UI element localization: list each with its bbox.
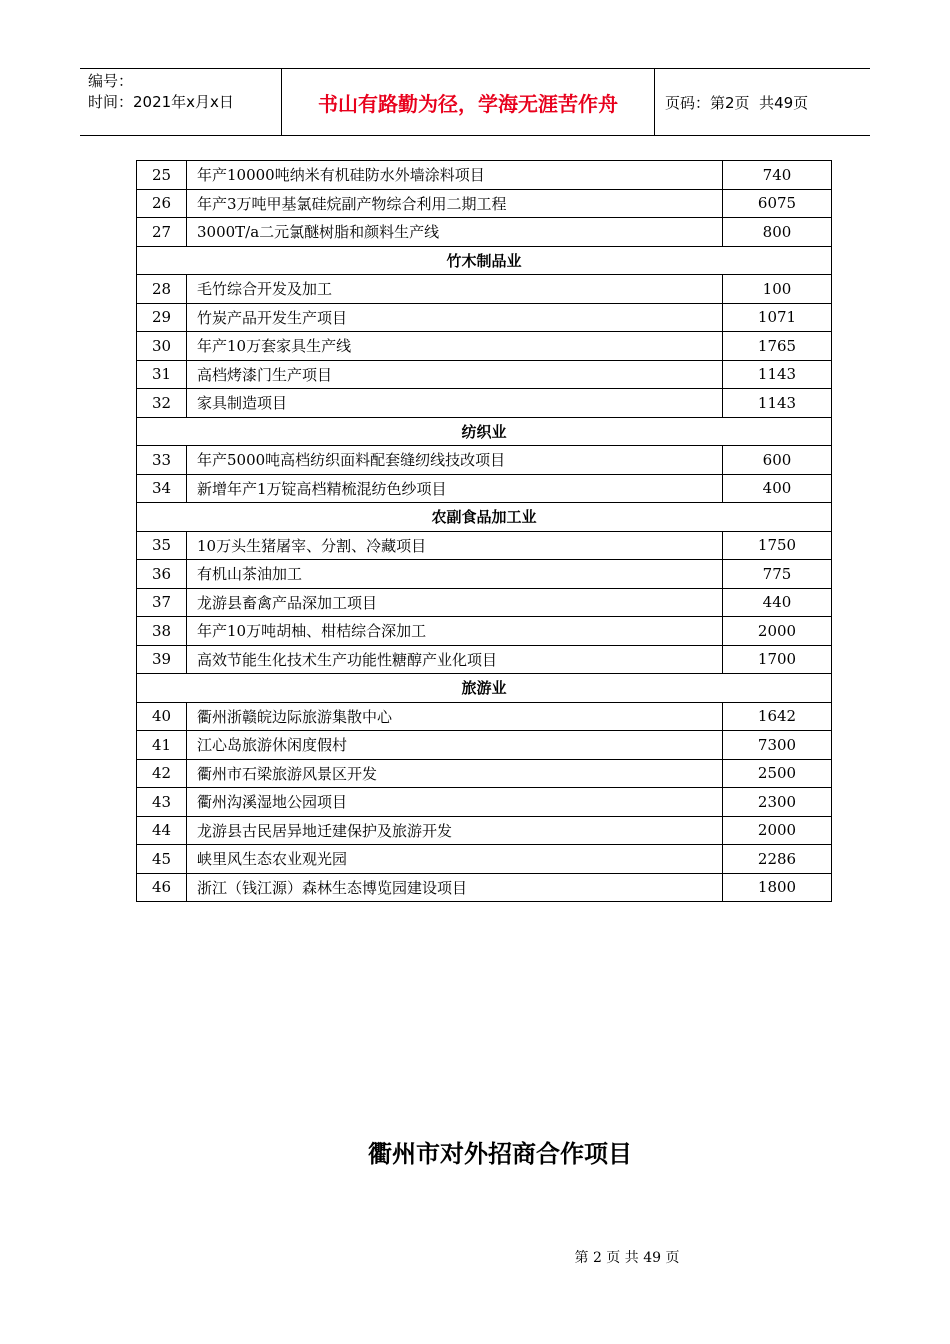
project-name: 龙游县古民居异地迁建保护及旅游开发 — [187, 816, 723, 845]
table-row — [137, 645, 832, 674]
project-number: 37 — [137, 588, 187, 617]
project-value: 2286 — [723, 845, 832, 874]
project-number: 29 — [137, 303, 187, 332]
project-number: 30 — [137, 332, 187, 361]
project-name: 家具制造项目 — [187, 389, 723, 418]
project-name: 江心岛旅游休闲度假村 — [187, 731, 723, 760]
category-row — [137, 674, 832, 703]
project-value: 1642 — [723, 702, 832, 731]
table-row — [137, 816, 832, 845]
project-number: 46 — [137, 873, 187, 902]
table-row — [137, 588, 832, 617]
table-row — [137, 474, 832, 503]
project-name: 10万头生猪屠宰、分割、冷藏项目 — [187, 531, 723, 560]
project-value: 1143 — [723, 389, 832, 418]
project-value: 800 — [723, 218, 832, 247]
project-name: 峡里风生态农业观光园 — [187, 845, 723, 874]
table-row — [137, 759, 832, 788]
project-value: 6075 — [723, 189, 832, 218]
project-name: 衢州沟溪湿地公园项目 — [187, 788, 723, 817]
table-row — [137, 788, 832, 817]
table-row — [137, 560, 832, 589]
category-title: 旅游业 — [137, 674, 832, 703]
table-row — [137, 446, 832, 475]
project-name: 新增年产1万锭高档精梳混纺色纱项目 — [187, 474, 723, 503]
project-number: 40 — [137, 702, 187, 731]
project-name: 年产10万吨胡柚、柑桔综合深加工 — [187, 617, 723, 646]
project-name: 竹炭产品开发生产项目 — [187, 303, 723, 332]
table-row — [137, 731, 832, 760]
project-number: 34 — [137, 474, 187, 503]
project-number: 32 — [137, 389, 187, 418]
project-number: 43 — [137, 788, 187, 817]
table-row — [137, 360, 832, 389]
project-number: 28 — [137, 275, 187, 304]
project-name: 有机山茶油加工 — [187, 560, 723, 589]
project-number: 26 — [137, 189, 187, 218]
category-title: 纺织业 — [137, 417, 832, 446]
table-row — [137, 303, 832, 332]
project-value: 1700 — [723, 645, 832, 674]
table-row — [137, 161, 832, 190]
table-row — [137, 189, 832, 218]
project-value: 600 — [723, 446, 832, 475]
project-name: 毛竹综合开发及加工 — [187, 275, 723, 304]
time-label: 时间：2021年x月x日 — [88, 93, 234, 111]
project-number: 39 — [137, 645, 187, 674]
project-value: 1750 — [723, 531, 832, 560]
project-name: 3000T/a二元氯醚树脂和颜料生产线 — [187, 218, 723, 247]
project-value: 440 — [723, 588, 832, 617]
project-value: 740 — [723, 161, 832, 190]
project-value: 1800 — [723, 873, 832, 902]
project-number: 27 — [137, 218, 187, 247]
project-value: 1143 — [723, 360, 832, 389]
page-footer: 第 2 页 共 49 页 — [574, 1250, 680, 1266]
project-value: 100 — [723, 275, 832, 304]
table-row — [137, 845, 832, 874]
project-number: 42 — [137, 759, 187, 788]
project-name: 年产10万套家具生产线 — [187, 332, 723, 361]
project-table-body — [137, 161, 832, 902]
project-value: 2300 — [723, 788, 832, 817]
page-header — [80, 68, 870, 136]
page-info-text: 页码：第2页 共49页 — [665, 93, 809, 112]
project-name: 高档烤漆门生产项目 — [187, 360, 723, 389]
project-name: 龙游县畜禽产品深加工项目 — [187, 588, 723, 617]
table-row — [137, 389, 832, 418]
project-number: 36 — [137, 560, 187, 589]
project-number: 38 — [137, 617, 187, 646]
category-row — [137, 503, 832, 532]
project-number: 41 — [137, 731, 187, 760]
table-row — [137, 617, 832, 646]
header-motto: 书山有路勤为径，学海无涯苦作舟 — [282, 69, 655, 135]
project-number: 45 — [137, 845, 187, 874]
table-row — [137, 218, 832, 247]
project-name: 衢州市石梁旅游风景区开发 — [187, 759, 723, 788]
project-number: 35 — [137, 531, 187, 560]
category-row — [137, 246, 832, 275]
project-name: 衢州浙赣皖边际旅游集散中心 — [187, 702, 723, 731]
project-value: 1765 — [723, 332, 832, 361]
project-value: 2000 — [723, 617, 832, 646]
category-title: 农副食品加工业 — [137, 503, 832, 532]
table-row — [137, 702, 832, 731]
header-page-info — [655, 69, 870, 135]
project-value: 2500 — [723, 759, 832, 788]
project-value: 2000 — [723, 816, 832, 845]
project-value: 7300 — [723, 731, 832, 760]
table-row — [137, 332, 832, 361]
category-title: 竹木制品业 — [137, 246, 832, 275]
project-name: 年产5000吨高档纺织面料配套缝纫线技改项目 — [187, 446, 723, 475]
project-value: 400 — [723, 474, 832, 503]
table-row — [137, 873, 832, 902]
table-row — [137, 275, 832, 304]
category-row — [137, 417, 832, 446]
project-number: 25 — [137, 161, 187, 190]
number-label: 编号： — [88, 72, 134, 90]
project-name: 浙江（钱江源）森林生态博览园建设项目 — [187, 873, 723, 902]
table-row — [137, 531, 832, 560]
document-title: 衢州市对外招商合作项目 — [368, 1139, 632, 1168]
project-number: 44 — [137, 816, 187, 845]
project-number: 31 — [137, 360, 187, 389]
project-name: 高效节能生化技术生产功能性糖醇产业化项目 — [187, 645, 723, 674]
project-number: 33 — [137, 446, 187, 475]
project-name: 年产3万吨甲基氯硅烷副产物综合利用二期工程 — [187, 189, 723, 218]
project-name: 年产10000吨纳米有机硅防水外墙涂料项目 — [187, 161, 723, 190]
header-meta — [80, 69, 282, 135]
project-value: 775 — [723, 560, 832, 589]
project-table — [136, 160, 832, 902]
project-value: 1071 — [723, 303, 832, 332]
